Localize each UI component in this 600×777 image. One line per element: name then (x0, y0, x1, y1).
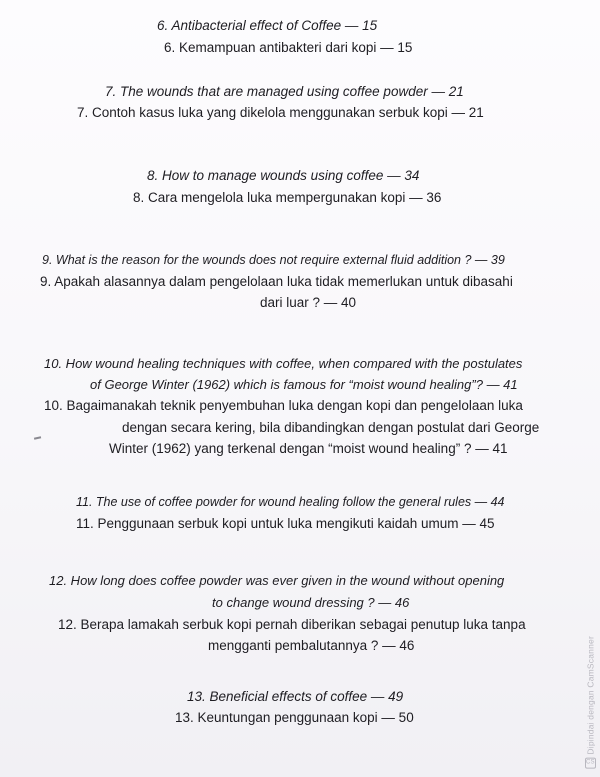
toc-entry-6-en: 6. Antibacterial effect of Coffee — 15 (157, 18, 378, 33)
toc-entry-7-id: 7. Contoh kasus luka yang dikelola menggunakan serbuk kopi — 21 (77, 105, 484, 120)
toc-entry-10-id-line1: 10. Bagaimanakah teknik penyembuhan luka dengan kopi dan pengelolaan luka (44, 398, 523, 413)
toc-entry-12-id-line1: 12. Berapa lamakah serbuk kopi pernah diberikan sebagai penutup luka tanpa (58, 617, 526, 632)
toc-entry-6-id: 6. Kemampuan antibakteri dari kopi — 15 (164, 40, 413, 55)
toc-entry-12-id-line2: mengganti pembalutannya ? — 46 (208, 638, 415, 653)
toc-entry-10-en-line1: 10. How wound healing techniques with coffee, when compared with the postulates (44, 356, 523, 371)
toc-entry-8-en: 8. How to manage wounds using coffee — 34 (147, 168, 420, 183)
toc-entry-9-en: 9. What is the reason for the wounds does not require external fluid addition ? — 39 (42, 253, 505, 267)
toc-entry-13-en: 13. Beneficial effects of coffee — 49 (187, 689, 404, 704)
toc-entry-11-en: 11. The use of coffee powder for wound healing follow the general rules — 44 (76, 495, 505, 509)
toc-entry-12-en-line2: to change wound dressing ? — 46 (212, 595, 410, 610)
toc-entry-9-id-line1: 9. Apakah alasannya dalam pengelolaan luka tidak memerlukan untuk dibasahi (40, 274, 513, 289)
camscanner-logo-icon: CS (585, 758, 596, 769)
watermark-text: Dipindai dengan CamScanner (585, 636, 596, 755)
toc-entry-11-id: 11. Penggunaan serbuk kopi untuk luka mengikuti kaidah umum — 45 (76, 516, 495, 531)
toc-entry-10-en-line2: of George Winter (1962) which is famous for “moist wound healing”? — 41 (90, 377, 518, 392)
toc-entry-12-en-line1: 12. How long does coffee powder was ever given in the wound without opening (49, 573, 505, 588)
toc-entry-8-id: 8. Cara mengelola luka mempergunakan kopi — 36 (133, 190, 442, 205)
scan-mark (34, 436, 41, 439)
toc-entry-7-en: 7. The wounds that are managed using coffee powder — 21 (105, 84, 464, 99)
toc-entry-13-id: 13. Keuntungan penggunaan kopi — 50 (175, 710, 414, 725)
toc-entry-10-id-line3: Winter (1962) yang terkenal dengan “moist wound healing” ? — 41 (109, 441, 508, 456)
scanner-watermark (585, 636, 596, 769)
toc-entry-10-id-line2: dengan secara kering, bila dibandingkan dengan postulat dari George (122, 420, 540, 435)
toc-entry-9-id-line2: dari luar ? — 40 (260, 295, 357, 310)
